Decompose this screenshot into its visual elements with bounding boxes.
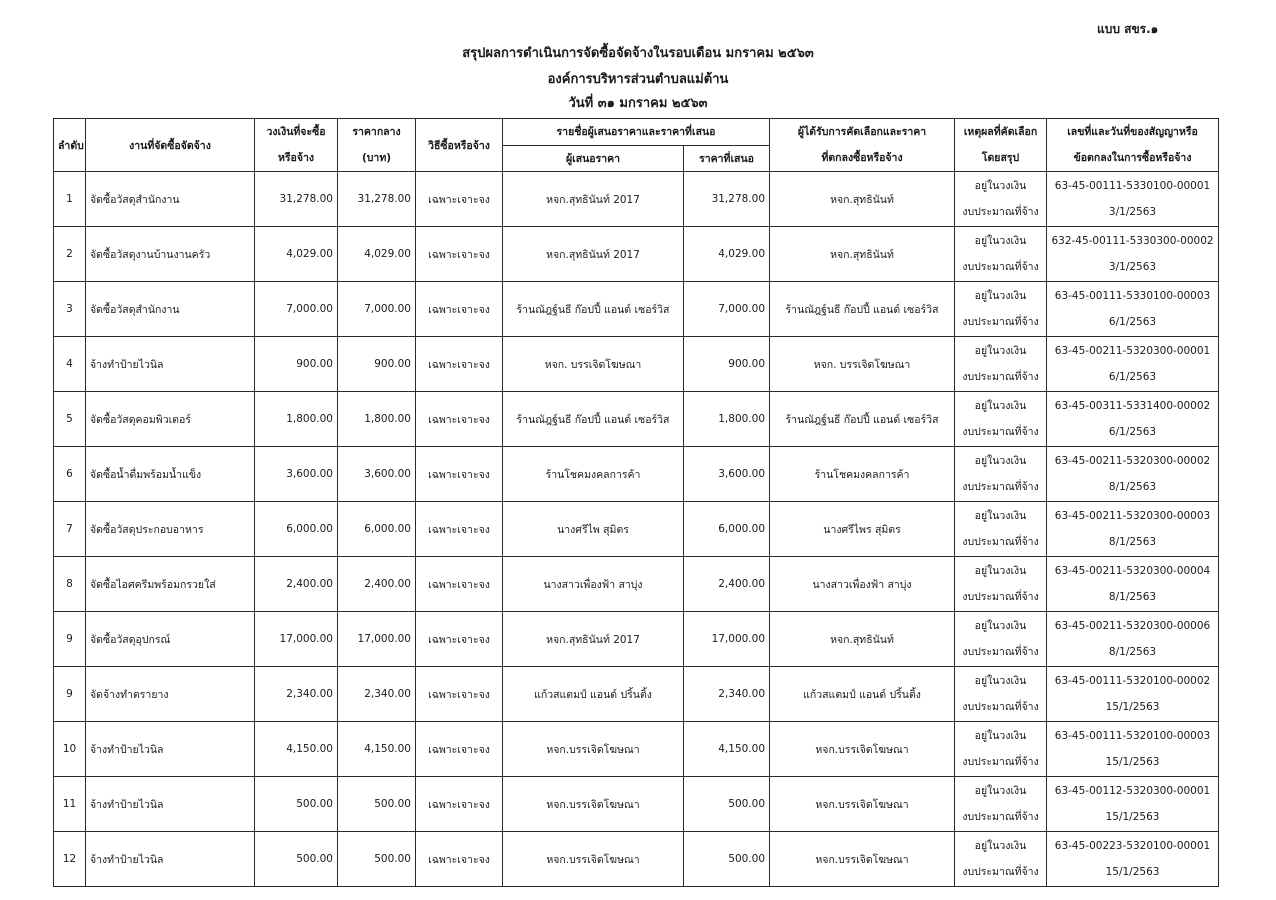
cell-budget: 500.00 <box>255 777 338 832</box>
cell-contract <box>1047 172 1219 227</box>
reason-line: งบประมาณที่จ้าง <box>962 206 1039 218</box>
cell-budget: 900.00 <box>255 337 338 392</box>
cell-selected: หจก. บรรเจิดโฆษณา <box>770 337 955 392</box>
cell-method: เฉพาะเจาะจง <box>416 557 503 612</box>
cell-median-price: 1,800.00 <box>338 392 416 447</box>
contract-number: 63-45-00111-5330100-00003 <box>1054 290 1211 302</box>
cell-offer: 2,400.00 <box>684 557 770 612</box>
cell-bidder: หจก.บรรเจิดโฆษณา <box>503 832 684 887</box>
cell-no: 9 <box>54 612 86 667</box>
cell-no: 5 <box>54 392 86 447</box>
cell-bidder: หจก.บรรเจิดโฆษณา <box>503 722 684 777</box>
cell-offer: 3,600.00 <box>684 447 770 502</box>
cell-selected: ร้านณัฎฐ์นธี ก๊อปปี้ แอนด์ เซอร์วิส <box>770 392 955 447</box>
cell-selected: นางสาวเพื่องฟ้า สาบุ่ง <box>770 557 955 612</box>
cell-no: 1 <box>54 172 86 227</box>
cell-method: เฉพาะเจาะจง <box>416 722 503 777</box>
cell-reason <box>955 172 1047 227</box>
cell-reason <box>955 502 1047 557</box>
cell-task: จัดซื้อน้ำดื่มพร้อมน้ำแข็ง <box>86 447 255 502</box>
contract-date: 6/1/2563 <box>1108 316 1157 328</box>
header-reason: เหตุผลที่คัดเลือก โดยสรุป <box>955 119 1047 172</box>
cell-task: จ้างทำป้ายไวนิล <box>86 337 255 392</box>
cell-bidder: หจก.สุทธินันท์ 2017 <box>503 172 684 227</box>
cell-median-price: 2,340.00 <box>338 667 416 722</box>
contract-date: 8/1/2563 <box>1108 536 1157 548</box>
cell-offer: 4,029.00 <box>684 227 770 282</box>
cell-task: จ้างทำป้ายไวนิล <box>86 777 255 832</box>
contract-number: 63-45-00311-5331400-00002 <box>1054 400 1211 412</box>
cell-median-price: 6,000.00 <box>338 502 416 557</box>
header-contract: เลขที่และวันที่ของสัญญาหรือ ข้อตกลงในการซื้อหรือจ้าง <box>1047 119 1219 172</box>
reason-line: อยู่ในวงเงิน <box>974 620 1027 632</box>
header-bidders-group: รายชื่อผู้เสนอราคาและราคาที่เสนอ <box>503 119 770 146</box>
cell-contract <box>1047 392 1219 447</box>
cell-selected: หจก.บรรเจิดโฆษณา <box>770 722 955 777</box>
cell-median-price: 500.00 <box>338 832 416 887</box>
cell-contract <box>1047 667 1219 722</box>
reason-line: อยู่ในวงเงิน <box>974 180 1027 192</box>
cell-no: 6 <box>54 447 86 502</box>
table-row <box>54 502 1219 557</box>
cell-reason <box>955 337 1047 392</box>
table-row <box>54 447 1219 502</box>
table-row <box>54 832 1219 887</box>
contract-number: 63-45-00111-5320100-00003 <box>1054 730 1211 742</box>
cell-contract <box>1047 282 1219 337</box>
reason-line: งบประมาณที่จ้าง <box>962 591 1039 603</box>
cell-reason <box>955 557 1047 612</box>
reason-line: อยู่ในวงเงิน <box>974 400 1027 412</box>
cell-offer: 7,000.00 <box>684 282 770 337</box>
table-body <box>54 172 1219 887</box>
cell-task: จ้างทำป้ายไวนิล <box>86 722 255 777</box>
table-row <box>54 392 1219 447</box>
cell-task: จัดซื้อไอศครีมพร้อมกรวยใส่ <box>86 557 255 612</box>
cell-method: เฉพาะเจาะจง <box>416 832 503 887</box>
cell-selected: ร้านณัฎฐ์นธี ก๊อปปี้ แอนด์ เซอร์วิส <box>770 282 955 337</box>
table-row <box>54 227 1219 282</box>
cell-selected: หจก.สุทธินันท์ <box>770 172 955 227</box>
table-row <box>54 282 1219 337</box>
reason-line: งบประมาณที่จ้าง <box>962 426 1039 438</box>
reason-line: งบประมาณที่จ้าง <box>962 646 1039 658</box>
procurement-table <box>53 118 1219 887</box>
cell-contract <box>1047 832 1219 887</box>
cell-offer: 1,800.00 <box>684 392 770 447</box>
cell-method: เฉพาะเจาะจง <box>416 447 503 502</box>
reason-line: งบประมาณที่จ้าง <box>962 866 1039 878</box>
reason-line: อยู่ในวงเงิน <box>974 840 1027 852</box>
cell-selected: แก้วสแตมป์ แอนด์ ปริ้นติ้ง <box>770 667 955 722</box>
cell-selected: ร้านโชคมงคลการค้า <box>770 447 955 502</box>
cell-offer: 900.00 <box>684 337 770 392</box>
cell-bidder: แก้วสแตมป์ แอนด์ ปริ้นติ้ง <box>503 667 684 722</box>
cell-no: 10 <box>54 722 86 777</box>
cell-bidder: ร้านณัฎฐ์นธี ก๊อปปี้ แอนด์ เซอร์วิส <box>503 282 684 337</box>
cell-median-price: 31,278.00 <box>338 172 416 227</box>
cell-budget: 4,029.00 <box>255 227 338 282</box>
contract-date: 6/1/2563 <box>1108 371 1157 383</box>
contract-date: 8/1/2563 <box>1108 481 1157 493</box>
cell-budget: 31,278.00 <box>255 172 338 227</box>
reason-line: อยู่ในวงเงิน <box>974 345 1027 357</box>
header-budget: วงเงินที่จะซื้อ หรือจ้าง <box>255 119 338 172</box>
cell-task: จัดจ้างทำตรายาง <box>86 667 255 722</box>
cell-no: 3 <box>54 282 86 337</box>
form-code: แบบ สขร.๑ <box>1097 22 1159 36</box>
cell-offer: 31,278.00 <box>684 172 770 227</box>
reason-line: อยู่ในวงเงิน <box>974 730 1027 742</box>
cell-contract <box>1047 337 1219 392</box>
cell-contract <box>1047 502 1219 557</box>
cell-method: เฉพาะเจาะจง <box>416 777 503 832</box>
reason-line: งบประมาณที่จ้าง <box>962 701 1039 713</box>
cell-offer: 2,340.00 <box>684 667 770 722</box>
contract-number: 63-45-00211-5320300-00006 <box>1054 620 1211 632</box>
cell-no: 2 <box>54 227 86 282</box>
cell-no: 11 <box>54 777 86 832</box>
cell-task: จ้างทำป้ายไวนิล <box>86 832 255 887</box>
cell-task: จัดซื้อวัสดุคอมพิวเตอร์ <box>86 392 255 447</box>
cell-offer: 500.00 <box>684 777 770 832</box>
contract-number: 632-45-00111-5330300-00002 <box>1051 235 1214 247</box>
contract-date: 8/1/2563 <box>1108 646 1157 658</box>
reason-line: อยู่ในวงเงิน <box>974 785 1027 797</box>
cell-reason <box>955 832 1047 887</box>
cell-selected: หจก.สุทธินันท์ <box>770 227 955 282</box>
table-header <box>54 119 1219 172</box>
cell-median-price: 17,000.00 <box>338 612 416 667</box>
cell-median-price: 7,000.00 <box>338 282 416 337</box>
cell-bidder: ร้านโชคมงคลการค้า <box>503 447 684 502</box>
cell-contract <box>1047 722 1219 777</box>
contract-date: 3/1/2563 <box>1108 261 1157 273</box>
cell-selected: หจก.สุทธินันท์ <box>770 612 955 667</box>
contract-date: 15/1/2563 <box>1105 701 1160 713</box>
cell-offer: 6,000.00 <box>684 502 770 557</box>
cell-method: เฉพาะเจาะจง <box>416 337 503 392</box>
table-row <box>54 172 1219 227</box>
cell-bidder: ร้านณัฎฐ์นธี ก๊อปปี้ แอนด์ เซอร์วิส <box>503 392 684 447</box>
reason-line: อยู่ในวงเงิน <box>974 235 1027 247</box>
reason-line: งบประมาณที่จ้าง <box>962 811 1039 823</box>
cell-contract <box>1047 227 1219 282</box>
table-row <box>54 722 1219 777</box>
cell-selected: นางศรีไพร สุมิตร <box>770 502 955 557</box>
cell-contract <box>1047 612 1219 667</box>
cell-bidder: หจก.สุทธินันท์ 2017 <box>503 612 684 667</box>
contract-number: 63-45-00111-5320100-00002 <box>1054 675 1211 687</box>
reason-line: อยู่ในวงเงิน <box>974 510 1027 522</box>
cell-budget: 2,340.00 <box>255 667 338 722</box>
cell-method: เฉพาะเจาะจง <box>416 392 503 447</box>
cell-reason <box>955 722 1047 777</box>
header-offer: ราคาที่เสนอ <box>684 145 770 172</box>
header-bidder: ผู้เสนอราคา <box>503 145 684 172</box>
contract-date: 3/1/2563 <box>1108 206 1157 218</box>
cell-budget: 17,000.00 <box>255 612 338 667</box>
contract-number: 63-45-00211-5320300-00003 <box>1054 510 1211 522</box>
cell-bidder: หจก.สุทธินันท์ 2017 <box>503 227 684 282</box>
cell-budget: 500.00 <box>255 832 338 887</box>
cell-method: เฉพาะเจาะจง <box>416 502 503 557</box>
cell-method: เฉพาะเจาะจง <box>416 227 503 282</box>
cell-reason <box>955 282 1047 337</box>
cell-bidder: นางสาวเพื่องฟ้า สาบุ่ง <box>503 557 684 612</box>
table-row <box>54 777 1219 832</box>
reason-line: อยู่ในวงเงิน <box>974 290 1027 302</box>
cell-method: เฉพาะเจาะจง <box>416 282 503 337</box>
reason-line: อยู่ในวงเงิน <box>974 565 1027 577</box>
cell-contract <box>1047 557 1219 612</box>
cell-reason <box>955 227 1047 282</box>
cell-bidder: หจก.บรรเจิดโฆษณา <box>503 777 684 832</box>
cell-reason <box>955 667 1047 722</box>
cell-no: 7 <box>54 502 86 557</box>
cell-selected: หจก.บรรเจิดโฆษณา <box>770 832 955 887</box>
header-median-price: ราคากลาง (บาท) <box>338 119 416 172</box>
reason-line: อยู่ในวงเงิน <box>974 455 1027 467</box>
report-title: สรุปผลการดำเนินการจัดซื้อจัดจ้างในรอบเดือน มกราคม ๒๕๖๓ <box>462 46 814 61</box>
cell-contract <box>1047 777 1219 832</box>
header-task: งานที่จัดซื้อจัดจ้าง <box>86 119 255 172</box>
contract-number: 63-45-00112-5320300-00001 <box>1054 785 1211 797</box>
header-method: วิธีซื้อหรือจ้าง <box>416 119 503 172</box>
cell-median-price: 900.00 <box>338 337 416 392</box>
cell-method: เฉพาะเจาะจง <box>416 612 503 667</box>
cell-budget: 2,400.00 <box>255 557 338 612</box>
reason-line: งบประมาณที่จ้าง <box>962 756 1039 768</box>
reason-line: งบประมาณที่จ้าง <box>962 536 1039 548</box>
cell-contract <box>1047 447 1219 502</box>
cell-no: 4 <box>54 337 86 392</box>
header-selected: ผู้ได้รับการคัดเลือกและราคา ที่ตกลงซื้อหรือจ้าง <box>770 119 955 172</box>
cell-bidder: นางศรีไพ สุมิตร <box>503 502 684 557</box>
cell-no: 12 <box>54 832 86 887</box>
cell-budget: 1,800.00 <box>255 392 338 447</box>
contract-number: 63-45-00111-5330100-00001 <box>1054 180 1211 192</box>
contract-date: 15/1/2563 <box>1105 811 1160 823</box>
cell-reason <box>955 777 1047 832</box>
cell-offer: 17,000.00 <box>684 612 770 667</box>
cell-reason <box>955 392 1047 447</box>
contract-number: 63-45-00211-5320300-00001 <box>1054 345 1211 357</box>
cell-task: จัดซื้อวัสดุสำนักงาน <box>86 172 255 227</box>
cell-median-price: 4,029.00 <box>338 227 416 282</box>
cell-bidder: หจก. บรรเจิดโฆษณา <box>503 337 684 392</box>
cell-median-price: 500.00 <box>338 777 416 832</box>
table-row <box>54 337 1219 392</box>
reason-line: อยู่ในวงเงิน <box>974 675 1027 687</box>
cell-median-price: 2,400.00 <box>338 557 416 612</box>
reason-line: งบประมาณที่จ้าง <box>962 371 1039 383</box>
header-no: ลำดับ <box>54 119 86 172</box>
cell-task: จัดซื้อวัสดุอุปกรณ์ <box>86 612 255 667</box>
table-row <box>54 612 1219 667</box>
contract-date: 8/1/2563 <box>1108 591 1157 603</box>
contract-date: 15/1/2563 <box>1105 756 1160 768</box>
cell-no: 9 <box>54 667 86 722</box>
cell-offer: 500.00 <box>684 832 770 887</box>
cell-no: 8 <box>54 557 86 612</box>
cell-method: เฉพาะเจาะจง <box>416 667 503 722</box>
cell-offer: 4,150.00 <box>684 722 770 777</box>
contract-number: 63-45-00211-5320300-00002 <box>1054 455 1211 467</box>
cell-median-price: 3,600.00 <box>338 447 416 502</box>
cell-reason <box>955 447 1047 502</box>
contract-number: 63-45-00223-5320100-00001 <box>1054 840 1211 852</box>
reason-line: งบประมาณที่จ้าง <box>962 481 1039 493</box>
cell-budget: 6,000.00 <box>255 502 338 557</box>
cell-method: เฉพาะเจาะจง <box>416 172 503 227</box>
table-row <box>54 667 1219 722</box>
cell-budget: 3,600.00 <box>255 447 338 502</box>
organization-name: องค์การบริหารส่วนตำบลแม่ต้าน <box>547 72 729 87</box>
report-date: วันที่ ๓๑ มกราคม ๒๕๖๓ <box>568 96 708 111</box>
cell-budget: 7,000.00 <box>255 282 338 337</box>
cell-selected: หจก.บรรเจิดโฆษณา <box>770 777 955 832</box>
cell-task: จัดซื้อวัสดุประกอบอาหาร <box>86 502 255 557</box>
cell-task: จัดซื้อวัสดุงานบ้านงานครัว <box>86 227 255 282</box>
cell-reason <box>955 612 1047 667</box>
reason-line: งบประมาณที่จ้าง <box>962 316 1039 328</box>
cell-task: จัดซื้อวัสดุสำนักงาน <box>86 282 255 337</box>
contract-date: 15/1/2563 <box>1105 866 1160 878</box>
table-row <box>54 557 1219 612</box>
contract-number: 63-45-00211-5320300-00004 <box>1054 565 1211 577</box>
cell-median-price: 4,150.00 <box>338 722 416 777</box>
cell-budget: 4,150.00 <box>255 722 338 777</box>
contract-date: 6/1/2563 <box>1108 426 1157 438</box>
reason-line: งบประมาณที่จ้าง <box>962 261 1039 273</box>
